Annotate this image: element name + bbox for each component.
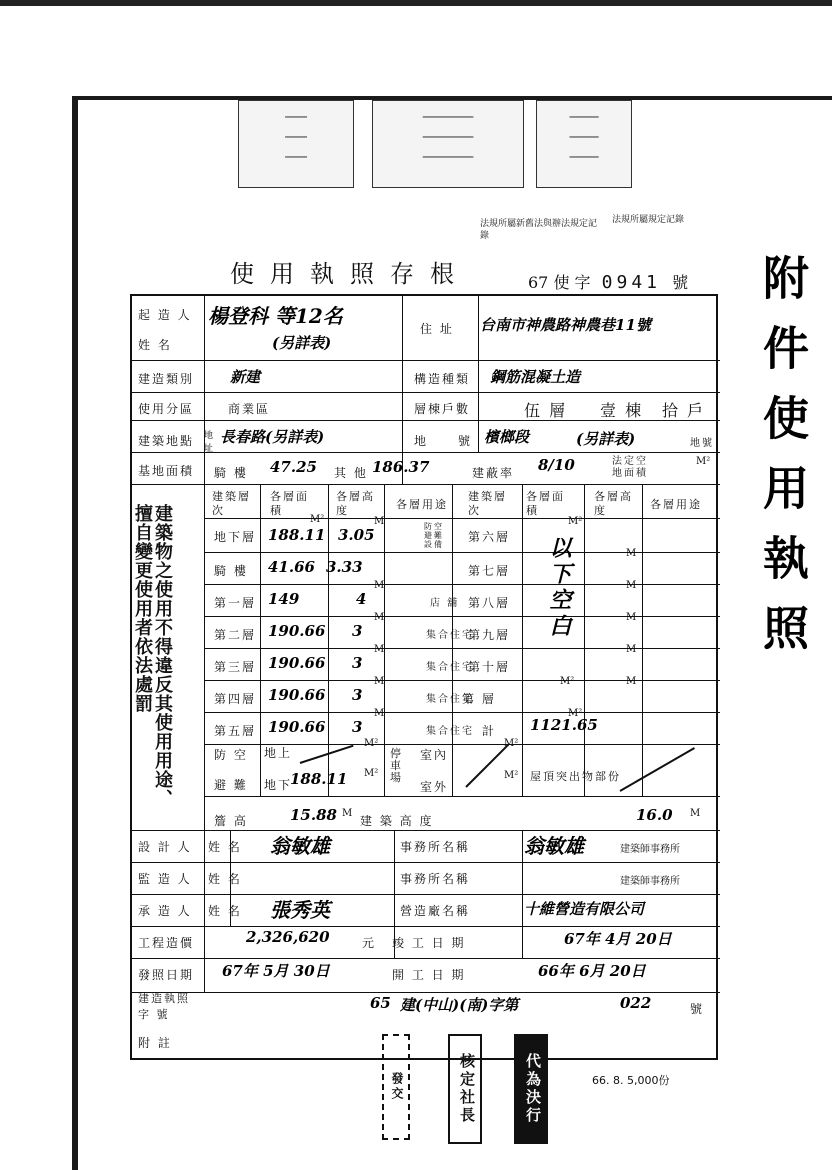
unit-2-height: M xyxy=(374,612,385,623)
building-height-value: 16.0 xyxy=(636,806,673,824)
floor-1: 第一層 xyxy=(214,596,257,610)
indoor-unit: M² xyxy=(504,738,519,749)
floor-10: 第十層 xyxy=(468,660,511,674)
use-4: 集合住宅 xyxy=(426,694,474,705)
parking-label: 停車場 xyxy=(390,747,403,784)
supervisor-label: 監 造 人 xyxy=(138,872,192,886)
indoor-label: 室內 xyxy=(420,748,449,762)
floor-9: 第九層 xyxy=(468,628,511,642)
unit-5-height: M xyxy=(374,708,385,719)
permit-number: 0941 xyxy=(601,272,661,293)
form-title: 使用執照存根 xyxy=(230,260,470,288)
lot-value-note: (另詳表) xyxy=(576,430,636,448)
designer-office: 翁敏雄 xyxy=(524,834,584,858)
underground-value: 188.11 xyxy=(290,770,348,788)
site-label: 建築地點 xyxy=(138,434,195,448)
supervisor-office-suffix: 建築師事務所 xyxy=(620,876,680,887)
stamp-issue: 發交 xyxy=(382,1034,410,1140)
issue-label: 發照日期 xyxy=(138,968,195,982)
permit-number-line xyxy=(528,270,688,293)
file-tab-right: ──── ──── ──── xyxy=(536,100,632,188)
address-value: 台南市神農路神農巷11號 xyxy=(480,316,651,334)
unit-other-height: M xyxy=(626,676,637,687)
height-arcade: 3.33 xyxy=(326,558,363,576)
floor-4: 第四層 xyxy=(214,692,257,706)
area-1: 149 xyxy=(268,590,300,608)
stamp-right: 法規所屬規定記錄 xyxy=(612,215,685,225)
build-permit-number: 022 xyxy=(620,994,652,1012)
area-4: 190.66 xyxy=(268,686,326,704)
completion-date: 67年 4月 20日 xyxy=(564,930,672,948)
unit-3-height: M xyxy=(374,644,385,655)
height-2: 3 xyxy=(352,622,363,640)
build-permit-text: 建(中山)(南)字第 xyxy=(400,996,519,1014)
area-2: 190.66 xyxy=(268,622,326,640)
contractor-company: 十維營造有限公司 xyxy=(524,900,645,918)
lot-label-b: 號 xyxy=(458,434,473,448)
use-2: 集合住宅 xyxy=(426,630,474,641)
stamp-delegate: 代為決行 xyxy=(514,1034,548,1144)
total-area: 1121.65 xyxy=(530,716,598,734)
floors-value: 伍 層 xyxy=(524,401,568,420)
base-area-label: 基地面積 xyxy=(138,464,195,478)
zoning-value: 商業區 xyxy=(228,402,271,416)
floor-3: 第三層 xyxy=(214,660,257,674)
ground-label: 地上 xyxy=(264,746,293,760)
unit-4-height: M xyxy=(374,676,385,687)
build-permit-label-b: 字 號 xyxy=(138,1008,170,1021)
height-3: 3 xyxy=(352,654,363,672)
building-height-unit: M xyxy=(690,808,701,819)
scan-top-edge xyxy=(0,0,832,6)
area-3: 190.66 xyxy=(268,654,326,672)
category-label: 建造類別 xyxy=(138,372,195,386)
structure-value: 鋼筋混凝土造 xyxy=(490,368,581,386)
unit-10-height: M xyxy=(626,644,637,655)
use-5: 集合住宅 xyxy=(426,726,474,737)
category-value: 新建 xyxy=(230,368,261,386)
use-basement: 防空避難設備 xyxy=(424,522,444,549)
permit-suffix: 號 xyxy=(672,273,689,292)
unit-1-height: M xyxy=(374,580,385,591)
ground-unit: M² xyxy=(364,738,379,749)
floor-2: 第二層 xyxy=(214,628,257,642)
coverage-value: 8/10 xyxy=(538,456,575,474)
floor-other: 第 層 xyxy=(462,692,496,706)
header-area-right: 各層面積 xyxy=(526,490,565,517)
right-margin-stamp: 附件使用執照 xyxy=(756,254,810,674)
floor-arcade: 騎 樓 xyxy=(214,564,248,578)
print-note: 66. 8. 5,000份 xyxy=(592,1074,670,1087)
header-use-right: 各層用途 xyxy=(650,498,702,511)
header-use-left: 各層用途 xyxy=(396,498,448,511)
applicant-label-bottom: 姓 名 xyxy=(138,338,172,352)
site-small-label: 地址 xyxy=(204,431,216,454)
contractor-company-label: 營造廠名稱 xyxy=(400,904,471,918)
unit-basement-area: M² xyxy=(310,514,325,525)
left-margin-note: 建築物之使用不得違反其使用用途、擅自變更使用者依法處罰 xyxy=(132,504,173,808)
building-height-label: 建 築 高 度 xyxy=(360,814,434,828)
remark-label: 附 註 xyxy=(138,1036,172,1050)
cost-label: 工程造價 xyxy=(138,936,195,950)
eave-unit: M xyxy=(342,808,353,819)
floors-label: 層棟戶數 xyxy=(414,402,471,416)
other-value: 186.37 xyxy=(372,458,430,476)
stamp-left: 法規所屬新舊法與辦法規定記錄 xyxy=(480,219,598,241)
total-label: 計 xyxy=(482,724,497,738)
issue-date: 67年 5月 30日 xyxy=(222,962,330,980)
eave-label: 簷 高 xyxy=(214,814,248,828)
build-permit-year: 65 xyxy=(370,994,391,1012)
unit-other-area: M² xyxy=(560,676,575,687)
designer-name: 翁敏雄 xyxy=(270,834,330,858)
applicant-label-top: 起 造 人 xyxy=(138,308,192,322)
legal-open-label: 法定空地面積 xyxy=(612,456,648,479)
outdoor-unit: M² xyxy=(504,770,519,781)
applicant-name-note: (另詳表) xyxy=(272,334,332,352)
unit-6-area: M² xyxy=(568,516,583,527)
arcade-label: 騎 樓 xyxy=(214,466,248,480)
header-height-left: 各層高度 xyxy=(336,490,375,517)
stamp-approve: 核定社長 xyxy=(448,1034,482,1144)
site-value: 長春路(另詳表) xyxy=(220,428,325,446)
start-label: 開 工 日 期 xyxy=(392,968,466,982)
supervisor-name-label: 姓 名 xyxy=(208,872,242,886)
header-floor-left: 建築層次 xyxy=(212,490,251,517)
build-permit-suffix: 號 xyxy=(690,1002,705,1016)
defense-label-b: 避 難 xyxy=(214,778,248,792)
cost-unit: 元 xyxy=(362,936,377,950)
unit-total: M² xyxy=(568,708,583,719)
lot-suffix: 地號 xyxy=(690,438,714,449)
floor-5: 第五層 xyxy=(214,724,257,738)
designer-office-suffix: 建築師事務所 xyxy=(620,844,680,855)
contractor-label: 承 造 人 xyxy=(138,904,192,918)
area-5: 190.66 xyxy=(268,718,326,736)
roof-label: 屋頂突出物部份 xyxy=(530,770,621,783)
unit-7-height: M xyxy=(626,548,637,559)
floor-8: 第八層 xyxy=(468,596,511,610)
coverage-label: 建蔽率 xyxy=(472,466,515,480)
defense-label-a: 防 空 xyxy=(214,748,248,762)
start-date: 66年 6月 20日 xyxy=(538,962,646,980)
build-permit-label-a: 建造執照 xyxy=(138,992,190,1005)
contractor-name: 張秀英 xyxy=(270,898,330,922)
applicant-name: 楊登科 等12名 xyxy=(208,304,343,328)
designer-name-label: 姓 名 xyxy=(208,840,242,854)
header-area-left: 各層面積 xyxy=(270,490,309,517)
outdoor-label: 室外 xyxy=(420,780,449,794)
underground-unit: M² xyxy=(364,768,379,779)
floor-basement: 地下層 xyxy=(214,530,257,544)
lot-label-a: 地 xyxy=(414,434,429,448)
area-arcade: 41.66 xyxy=(268,558,315,576)
header-floor-right: 建築層次 xyxy=(468,490,507,517)
designer-label: 設 計 人 xyxy=(138,840,192,854)
designer-office-label: 事務所名稱 xyxy=(400,840,471,854)
other-label: 其 他 xyxy=(334,466,368,480)
buildings-value: 壹 棟 xyxy=(600,401,644,420)
file-tab-left: ─── ─── ─── xyxy=(238,100,354,188)
height-basement: 3.05 xyxy=(338,526,375,544)
permit-char: 使 字 xyxy=(553,273,591,292)
file-tab-middle: ─────── ─────── ─────── xyxy=(372,100,524,188)
use-3: 集合住宅 xyxy=(426,662,474,673)
height-4: 3 xyxy=(352,686,363,704)
lot-value: 檳榔段 xyxy=(484,428,530,446)
completion-label: 竣 工 日 期 xyxy=(392,936,466,950)
height-5: 3 xyxy=(352,718,363,736)
cost-value: 2,326,620 xyxy=(246,928,330,946)
floor-6: 第六層 xyxy=(468,530,511,544)
unit-basement-height: M xyxy=(374,516,385,527)
legal-open-unit: M² xyxy=(696,456,711,467)
eave-value: 15.88 xyxy=(290,806,337,824)
header-height-right: 各層高度 xyxy=(594,490,633,517)
use-1: 店 舖 xyxy=(430,598,460,609)
height-1: 4 xyxy=(356,590,367,608)
supervisor-office-label: 事務所名稱 xyxy=(400,872,471,886)
zoning-label: 使用分區 xyxy=(138,402,195,416)
structure-label: 構造種類 xyxy=(414,372,471,386)
unit-9-height: M xyxy=(626,612,637,623)
address-label: 住 址 xyxy=(420,322,454,336)
arcade-value: 47.25 xyxy=(270,458,317,476)
unit-8-height: M xyxy=(626,580,637,591)
households-value: 拾 戶 xyxy=(662,401,706,420)
floor-7: 第七層 xyxy=(468,564,511,578)
contractor-name-label: 姓 名 xyxy=(208,904,242,918)
handwritten-blank: 以下空白 xyxy=(546,536,572,640)
permit-prefix: 67 xyxy=(528,273,549,292)
underground-label: 地下 xyxy=(264,778,293,792)
area-basement: 188.11 xyxy=(268,526,326,544)
